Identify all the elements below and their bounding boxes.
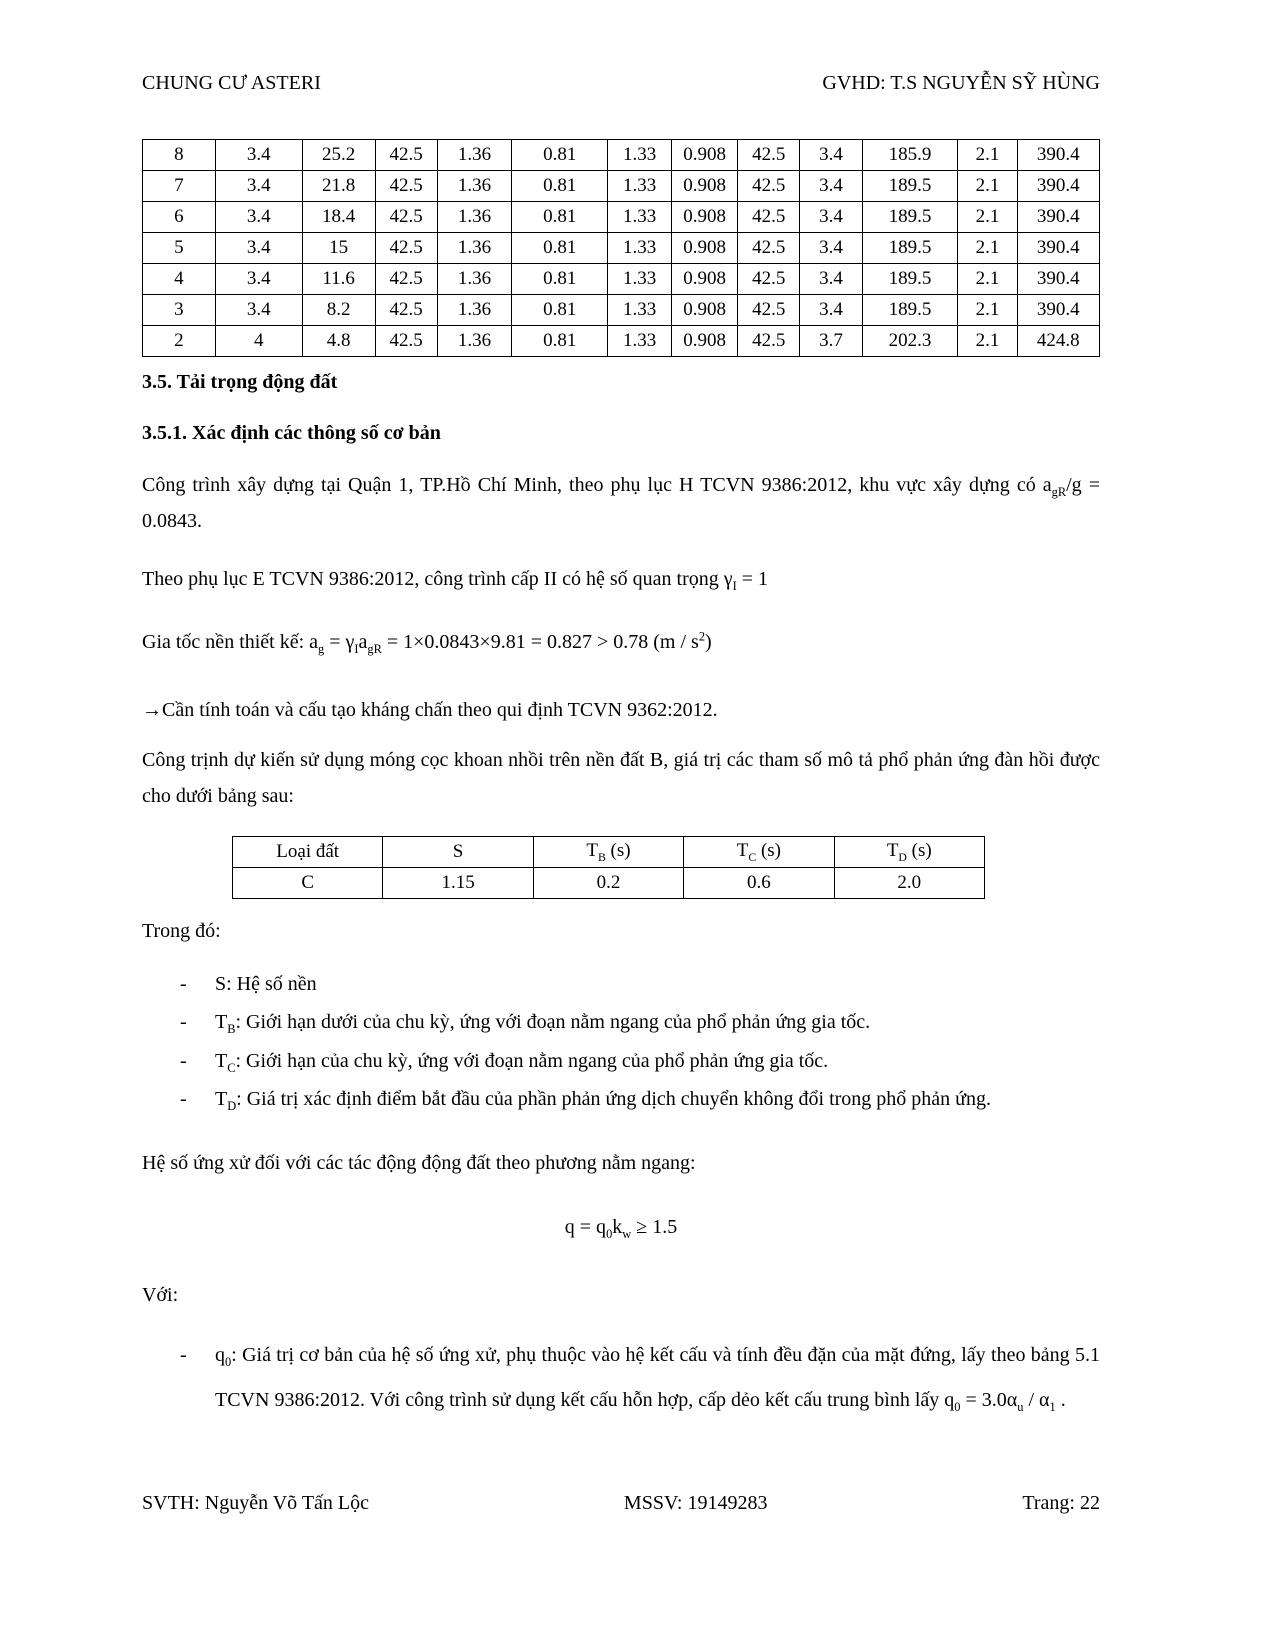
table-cell: 2.1 (958, 264, 1017, 295)
text-segment: q = q (564, 1215, 607, 1238)
subscript-segment: gR (1051, 485, 1067, 499)
text-segment: Theo phụ lục E TCVN 9386:2012, công trình cấp II có hệ số quan trọng γ (142, 568, 733, 591)
table-cell: 42.5 (375, 295, 437, 326)
text-segment: a (358, 630, 368, 653)
table-cell: 8 (143, 140, 216, 171)
subscript-segment: 1 (1049, 1400, 1056, 1414)
table-cell: 3.7 (800, 326, 862, 357)
text-segment: = 1 (736, 568, 768, 591)
table-cell: 2.1 (958, 171, 1017, 202)
table-cell: 1.33 (608, 171, 672, 202)
table-cell: 7 (143, 171, 216, 202)
table-cell: 3.4 (215, 140, 302, 171)
table-row (143, 171, 1100, 202)
text-segment: ) (705, 630, 712, 653)
behavior-factor-formula (142, 1209, 1100, 1245)
paragraph-seismic-conclusion (142, 692, 1100, 728)
spectrum-parameters-table-head (233, 836, 985, 867)
subscript-segment: C (227, 1060, 236, 1075)
table-cell: 25.2 (302, 140, 375, 171)
table-header-cell (684, 836, 834, 867)
text-segment: T (215, 1049, 228, 1072)
text-segment: Với: (142, 1284, 179, 1306)
subscript-segment: 0 (954, 1400, 961, 1414)
table-cell: C (233, 867, 383, 898)
table-cell: 2.1 (958, 202, 1017, 233)
text-segment: . (1055, 1389, 1066, 1411)
text-segment: Công trình xây dựng tại Quận 1, TP.Hồ Chí Minh, theo phụ lục H TCVN 9386:2012, khu vực xây dựng có a (142, 474, 1052, 496)
table-cell: 3.4 (215, 233, 302, 264)
table-cell: 189.5 (862, 202, 958, 233)
table-row (233, 867, 985, 898)
subscript-segment: I (354, 641, 359, 656)
table-cell: 1.33 (608, 326, 672, 357)
text-segment: (s) (605, 839, 631, 861)
paragraph-foundation-note (142, 742, 1100, 814)
table-cell: 42.5 (738, 202, 800, 233)
table-cell: 1.15 (383, 867, 533, 898)
text-segment: k (612, 1215, 623, 1238)
text-segment: Gia tốc nền thiết kế: a (142, 630, 319, 653)
section-heading: 3.5. Tải trọng động đất (142, 371, 338, 393)
table-cell: 1.33 (608, 264, 672, 295)
table-cell: 390.4 (1017, 140, 1099, 171)
table-cell: 1.33 (608, 140, 672, 171)
table-cell: 3.4 (800, 171, 862, 202)
subscript-segment: D (227, 1099, 237, 1114)
paragraph-importance-factor (142, 561, 1100, 597)
text-segment: (s) (906, 839, 932, 861)
table-cell: 4.8 (302, 326, 375, 357)
table-cell: 2.1 (958, 295, 1017, 326)
table-cell: 42.5 (375, 264, 437, 295)
subscript-segment: I (732, 579, 737, 594)
table-cell: 3.4 (800, 264, 862, 295)
text-segment: (s) (756, 839, 781, 861)
table-cell: 1.36 (437, 326, 512, 357)
table-cell: 18.4 (302, 202, 375, 233)
table-cell: 0.81 (512, 140, 608, 171)
table-cell: 0.908 (672, 295, 738, 326)
table-cell: 2 (143, 326, 216, 357)
table-cell: 0.81 (512, 202, 608, 233)
subscript-segment: 0 (606, 1226, 613, 1241)
text-segment: /g = 0.0843. (142, 474, 1101, 533)
table-cell: 3 (143, 295, 216, 326)
subscript-segment: u (1017, 1400, 1024, 1414)
table-cell: 3.4 (800, 295, 862, 326)
text-segment: q (215, 1344, 225, 1366)
paragraph-voi (142, 1277, 1100, 1313)
text-segment: / α (1023, 1389, 1050, 1411)
table-cell: 11.6 (302, 264, 375, 295)
table-cell: 3.4 (800, 140, 862, 171)
subsection-heading: 3.5.1. Xác định các thông số cơ bản (142, 422, 441, 444)
table-cell: 42.5 (375, 171, 437, 202)
table-row (143, 140, 1100, 171)
text-segment: : Giá trị xác định điểm bắt đầu của phần phản ứng dịch chuyển không đổi trong phổ phản ứng. (236, 1088, 992, 1111)
table-header-cell (233, 836, 383, 867)
header-advisor: GVHD: T.S NGUYỄN SỸ HÙNG (822, 72, 1100, 94)
table-cell: 390.4 (1017, 202, 1099, 233)
table-cell: 42.5 (738, 171, 800, 202)
table-cell: 42.5 (375, 233, 437, 264)
table-cell: 0.908 (672, 202, 738, 233)
table-cell: 202.3 (862, 326, 958, 357)
footer-student-id: MSSV: 19149283 (623, 1492, 768, 1514)
table-cell: 0.81 (512, 264, 608, 295)
table-cell: 390.4 (1017, 233, 1099, 264)
table-cell: 42.5 (738, 326, 800, 357)
text-segment: T (215, 1088, 228, 1111)
table-cell: 1.36 (437, 295, 512, 326)
list-item (142, 1333, 1100, 1423)
paragraph-design-acceleration (142, 624, 1100, 660)
table-cell: 0.908 (672, 233, 738, 264)
table-cell: 0.908 (672, 171, 738, 202)
table-cell: 2.1 (958, 233, 1017, 264)
table-cell: 0.6 (684, 867, 834, 898)
table-cell: 1.36 (437, 264, 512, 295)
table-row (143, 295, 1100, 326)
paragraph-trong-do (142, 913, 1100, 949)
table-cell: 42.5 (375, 140, 437, 171)
table-cell: 42.5 (738, 233, 800, 264)
text-segment: T (736, 839, 749, 861)
list-item (142, 1080, 1100, 1119)
table-cell: 1.36 (437, 140, 512, 171)
table-cell: 5 (143, 233, 216, 264)
table-row (143, 202, 1100, 233)
supscript-segment: 2 (698, 629, 706, 643)
table-cell: 0.908 (672, 140, 738, 171)
table-cell: 189.5 (862, 264, 958, 295)
table-cell: 0.81 (512, 233, 608, 264)
header-project-title: CHUNG CƯ ASTERI (142, 72, 321, 94)
text-segment: S (452, 840, 464, 862)
table-cell: 0.81 (512, 171, 608, 202)
table-cell: 390.4 (1017, 264, 1099, 295)
footer-page-number: Trang: 22 (1022, 1492, 1100, 1514)
subscript-segment: C (748, 850, 757, 864)
table-cell: 2.1 (958, 326, 1017, 357)
table-header-cell (383, 836, 533, 867)
table-row (143, 326, 1100, 357)
table-cell: 15 (302, 233, 375, 264)
subscript-segment: D (898, 850, 907, 864)
table-cell: 42.5 (738, 140, 800, 171)
table-cell: 3.4 (800, 233, 862, 264)
paragraph-behavior-factor (142, 1145, 1100, 1181)
text-segment: T (215, 1010, 228, 1033)
table-header-row (233, 836, 985, 867)
text-segment: = γ (324, 630, 355, 653)
page-header (142, 72, 1100, 95)
text-segment: T (586, 839, 598, 861)
table-cell: 42.5 (738, 264, 800, 295)
table-cell: 3.4 (215, 202, 302, 233)
table-cell: 390.4 (1017, 171, 1099, 202)
spectrum-parameters-table (232, 836, 985, 899)
list-item (142, 965, 1100, 1003)
subscript-segment: B (597, 850, 606, 864)
table-cell: 4 (143, 264, 216, 295)
story-forces-table (142, 139, 1100, 357)
table-cell: 390.4 (1017, 295, 1099, 326)
table-header-cell (533, 836, 683, 867)
text-segment: : Giá trị cơ bản của hệ số ứng xử, phụ thuộc vào hệ kết cấu và tính đều đặn của mặt đứng, lấy theo bảng 5.1 TCVN 9386:2012. Với công trình sử dụng kết cấu hỗn hợp, cấp dẻo kết cấu trung bình lấy q (215, 1344, 1100, 1411)
text-segment: = 3.0α (960, 1389, 1018, 1411)
text-segment: : Giới hạn của chu kỳ, ứng với đoạn nằm ngang của phổ phản ứng gia tốc. (235, 1049, 829, 1072)
table-cell: 1.33 (608, 295, 672, 326)
table-cell: 3.4 (800, 202, 862, 233)
text-segment: Công trịnh dự kiến sử dụng móng cọc khoan nhồi trên nền đất B, giá trị các tham số mô tả phổ phản ứng đàn hồi được cho dưới bảng sau: (142, 748, 1100, 807)
text-segment: S: Hệ số nền (215, 972, 317, 995)
table-cell: 1.33 (608, 233, 672, 264)
table-cell: 3.4 (215, 295, 302, 326)
text-segment: T (886, 839, 899, 861)
table-cell: 0.81 (512, 326, 608, 357)
table-row (143, 264, 1100, 295)
subscript-segment: w (622, 1226, 632, 1241)
subscript-segment: B (227, 1021, 236, 1036)
paragraph-site-location (142, 467, 1100, 539)
footer-student-name: SVTH: Nguyễn Võ Tấn Lộc (142, 1492, 370, 1514)
text-segment: = 1×0.0843×9.81 = 0.827 > 0.78 (m / s (381, 630, 699, 653)
table-cell: 42.5 (375, 326, 437, 357)
text-segment: Trong đó: (142, 919, 221, 942)
table-cell: 2.0 (834, 867, 984, 898)
table-cell: 6 (143, 202, 216, 233)
table-row (143, 233, 1100, 264)
list-item (142, 1003, 1100, 1042)
table-cell: 189.5 (862, 295, 958, 326)
table-cell: 42.5 (738, 295, 800, 326)
spectrum-definitions-list (142, 965, 1100, 1119)
table-cell: 185.9 (862, 140, 958, 171)
subscript-segment: g (318, 641, 325, 656)
page-footer (142, 1492, 1100, 1515)
table-cell: 0.908 (672, 326, 738, 357)
table-cell: 42.5 (375, 202, 437, 233)
story-forces-table-body (143, 140, 1100, 357)
spectrum-parameters-table-body (233, 867, 985, 898)
table-cell: 8.2 (302, 295, 375, 326)
table-cell: 0.908 (672, 264, 738, 295)
table-cell: 2.1 (958, 140, 1017, 171)
table-cell: 21.8 (302, 171, 375, 202)
table-cell: 424.8 (1017, 326, 1099, 357)
table-cell: 1.33 (608, 202, 672, 233)
table-cell: 189.5 (862, 233, 958, 264)
text-segment: : Giới hạn dưới của chu kỳ, ứng với đoạn nằm ngang của phổ phản ứng gia tốc. (235, 1010, 871, 1033)
text-segment: →Cần tính toán và cấu tạo kháng chấn theo qui định TCVN 9362:2012. (142, 698, 718, 721)
text-segment: ≥ 1.5 (631, 1215, 678, 1238)
q0-definition-list (142, 1333, 1100, 1423)
table-cell: 3.4 (215, 171, 302, 202)
table-cell: 189.5 (862, 171, 958, 202)
table-cell: 0.2 (533, 867, 683, 898)
table-header-cell (834, 836, 984, 867)
table-cell: 0.81 (512, 295, 608, 326)
table-cell: 1.36 (437, 233, 512, 264)
subscript-segment: 0 (225, 1355, 232, 1369)
text-segment: Hệ số ứng xử đối với các tác động động đất theo phương nằm ngang: (142, 1151, 696, 1174)
table-cell: 4 (215, 326, 302, 357)
table-cell: 1.36 (437, 171, 512, 202)
subscript-segment: gR (367, 641, 382, 656)
text-segment: Loại đất (276, 840, 340, 862)
table-cell: 1.36 (437, 202, 512, 233)
table-cell: 3.4 (215, 264, 302, 295)
list-item (142, 1042, 1100, 1081)
